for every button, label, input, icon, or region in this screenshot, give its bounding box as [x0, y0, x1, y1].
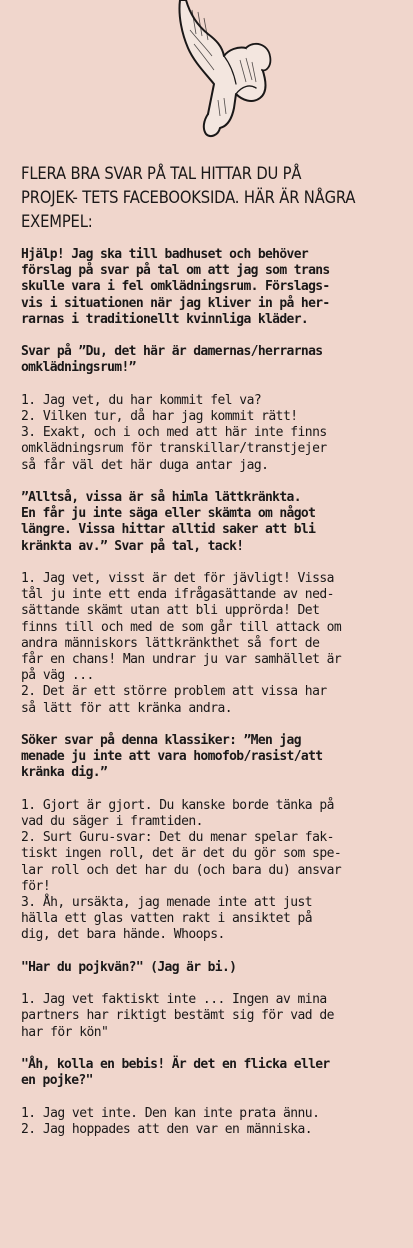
answers-5: 1. Jag vet inte. Den kan inte prata ännu. 2. Jag hoppades att den var en människa.: [21, 1105, 320, 1137]
answers-3: 1. Gjort är gjort. Du kanske borde tänka på vad du säger i framtiden. 2. Surt Guru-svar: Det du menar spelar fak- tiskt ingen roll, det är det du gör som spe- lar roll och det har du (och bara du) ansvar för! 3. Åh, ursäkta, jag menade inte att just hälla ett glas vatten rakt i ansiktet på dig, det bara hände. Whoops.: [21, 797, 342, 943]
answers-1: 1. Jag vet, du har kommit fel va? 2. Vilken tur, då har jag kommit rätt! 3. Exakt, och i och med att här inte finns omklädningsrum för transkillar/transtjejer så får väl det här duga antar jag.: [21, 392, 327, 473]
article-body: [21, 247, 401, 1154]
answers-2: 1. Jag vet, visst är det för jävligt! Vissa tål ju inte ett enda ifrågasättande av ned- sättande skämt utan att bli upprörda! Det finns till och med de som går till attack om andra människors lättkränkthet så fort de får en chans! Man undrar ju var samhället är på väg ... 2. Det är ett större problem att vissa har så lätt för att kränka andra.: [21, 571, 342, 716]
question-3: Söker svar på denna klassiker: ”Men jag menade ju inte att vara homofob/rasist/att kränka dig.”: [21, 733, 323, 781]
page-heading: FLERA BRA SVAR PÅ TAL HITTAR DU PÅ PROJEK- TETS FACEBOOKSIDA. HÄR ÄR NÅGRA EXEMPEL:: [21, 163, 356, 231]
pointing-hand-illustration: [150, 0, 290, 140]
intro-question: Hjälp! Jag ska till badhuset och behöver förslag på svar på tal om att jag som trans skulle vara i fel omklädningsrum. Förslags- vis i situationen när jag kliver in på her- rarnas i traditionellt kvinnliga kläder.: [21, 247, 330, 327]
question-1: Svar på ”Du, det här är damernas/herrarnas omklädningsrum!”: [21, 344, 323, 376]
question-5: "Åh, kolla en bebis! Är det en flicka eller en pojke?": [21, 1057, 330, 1089]
question-2: ”Alltså, vissa är så himla lättkränkta. En får ju inte säga eller skämta om något längre. Vissa hittar alltid saker att bli kränkta av.” Svar på tal, tack!: [21, 490, 316, 554]
question-4: "Har du pojkvän?" (Jag är bi.): [21, 959, 237, 975]
answers-4: 1. Jag vet faktiskt inte ... Ingen av mina partners har riktigt bestämt sig för vad de har för kön": [21, 992, 334, 1040]
